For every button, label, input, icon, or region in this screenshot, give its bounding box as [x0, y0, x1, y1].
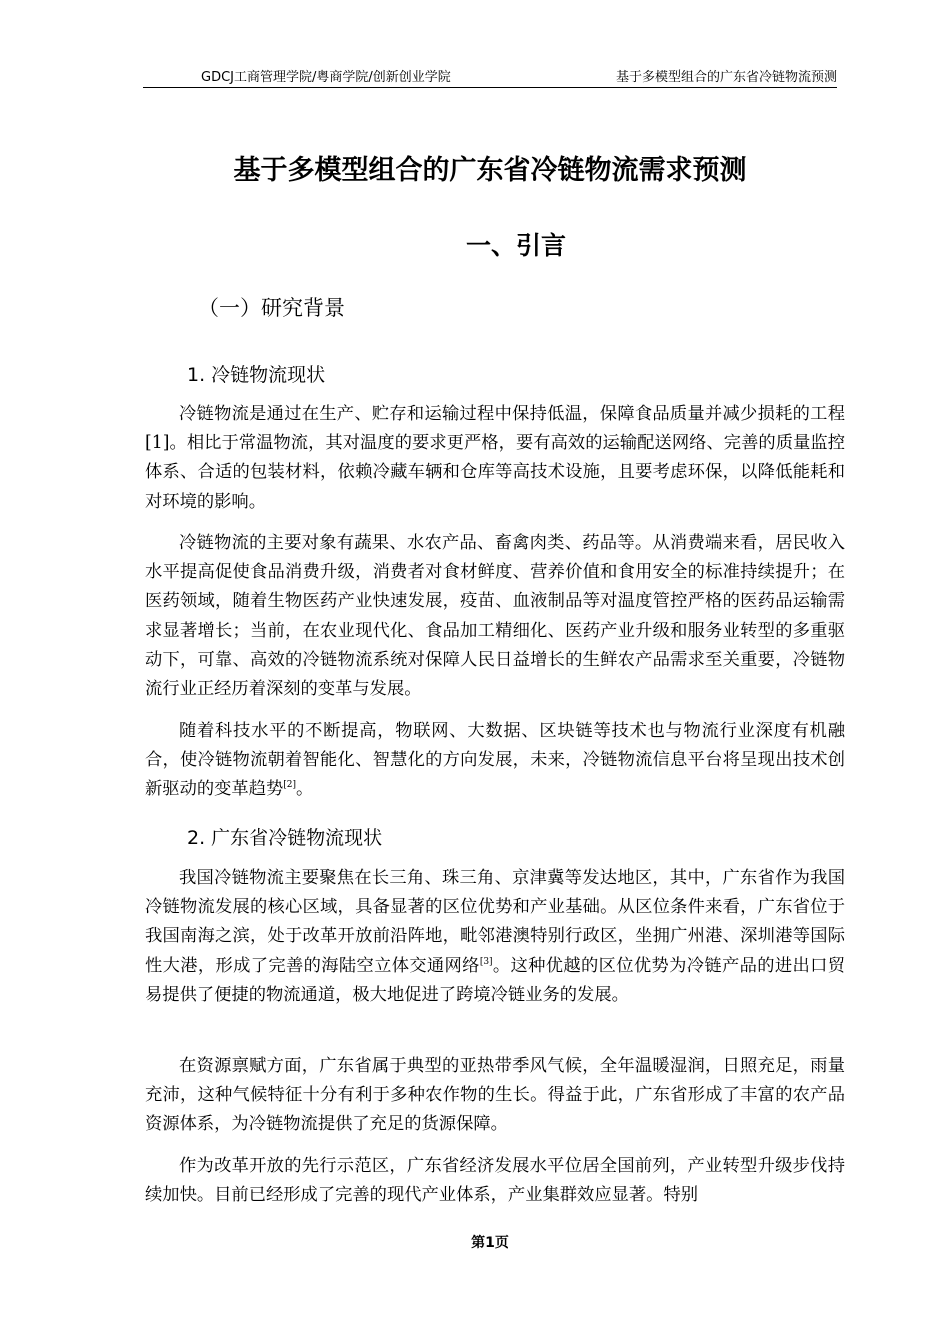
paragraph-4-end: 。这种优越的区位优势为冷链产品的进出口贸易提供了便捷的物流通道，极大地促进了跨境冷链业务的发展。 — [145, 955, 845, 1005]
paragraph-3-text: 随着科技水平的不断提高，物联网、大数据、区块链等技术也与物流行业深度有机融合，使冷链物流朝着智能化、智慧化的方向发展，未来，冷链物流信息平台将呈现出技术创新驱动的变革趋势 — [145, 721, 845, 800]
header-left-text: GDCJ工商管理学院/粤商学院/创新创业学院 — [201, 70, 451, 85]
page-header — [143, 66, 837, 86]
citation-3: [3] — [479, 956, 493, 967]
page-number: 第1页 — [471, 1235, 509, 1251]
paragraph-3-end: 。 — [296, 779, 314, 800]
paragraph-4-text: 我国冷链物流主要聚焦在长三角、珠三角、京津冀等发达地区，其中，广东省作为我国冷链物流发展的核心区域，具备显著的区位优势和产业基础。从区位条件来看，广东省位于我国南海之滨，处于改革开放前沿阵地，毗邻港澳特别行政区，坐拥广州港、深圳港等国际性大港，形成了完善的海陆空立体交通网络 — [145, 868, 845, 976]
paragraph-5: 在资源禀赋方面，广东省属于典型的亚热带季风气候，全年温暖湿润，日照充足，雨量充沛，这种气候特征十分有利于多种农作物的生长。得益于此，广东省形成了丰富的农产品资源体系，为冷链物流提供了充足的货源保障。 — [145, 1056, 845, 1135]
paragraph-2: 冷链物流的主要对象有蔬果、水农产品、畜禽肉类、药品等。从消费端来看，居民收入水平提高促使食品消费升级，消费者对食材鲜度、营养价值和食用安全的标准持续提升；在医药领域，随着生物医药产业快速发展，疫苗、血液制品等对温度管控严格的医药品运输需求显著增长；当前，在农业现代化、食品加工精细化、医药产业升级和服务业转型的多重驱动下，可靠、高效的冷链物流系统对保障人民日益增长的生鲜农产品需求至关重要，冷链物流行业正经历着深刻的变革与发展。 — [145, 533, 845, 700]
header-right-text: 基于多模型组合的广东省冷链物流预测 — [615, 70, 837, 85]
heading-guangdong-status: 2. 广东省冷链物流现状 — [187, 827, 383, 849]
citation-2: [2] — [283, 780, 297, 791]
heading-cold-chain-status: 1. 冷链物流现状 — [187, 364, 326, 386]
subsection-heading-background: （一）研究背景 — [198, 296, 345, 320]
paragraph-3 — [145, 717, 845, 805]
header-divider — [143, 87, 837, 88]
paragraph-4 — [145, 864, 845, 1010]
paragraph-6: 作为改革开放的先行示范区，广东省经济发展水平位居全国前列，产业转型升级步伐持续加快。目前已经形成了完善的现代产业体系，产业集群效应显著。特别 — [145, 1156, 845, 1206]
paragraph-1: 冷链物流是通过在生产、贮存和运输过程中保持低温，保障食品质量并减少损耗的工程[1]。相比于常温物流，其对温度的要求更严格，要有高效的运输配送网络、完善的质量监控体系、合适的包装材料，依赖冷藏车辆和仓库等高技术设施，且要考虑环保，以降低能耗和对环境的影响。 — [145, 404, 845, 512]
paper-title: 基于多模型组合的广东省冷链物流需求预测 — [233, 155, 747, 186]
section-heading-introduction: 一、引言 — [465, 231, 566, 260]
